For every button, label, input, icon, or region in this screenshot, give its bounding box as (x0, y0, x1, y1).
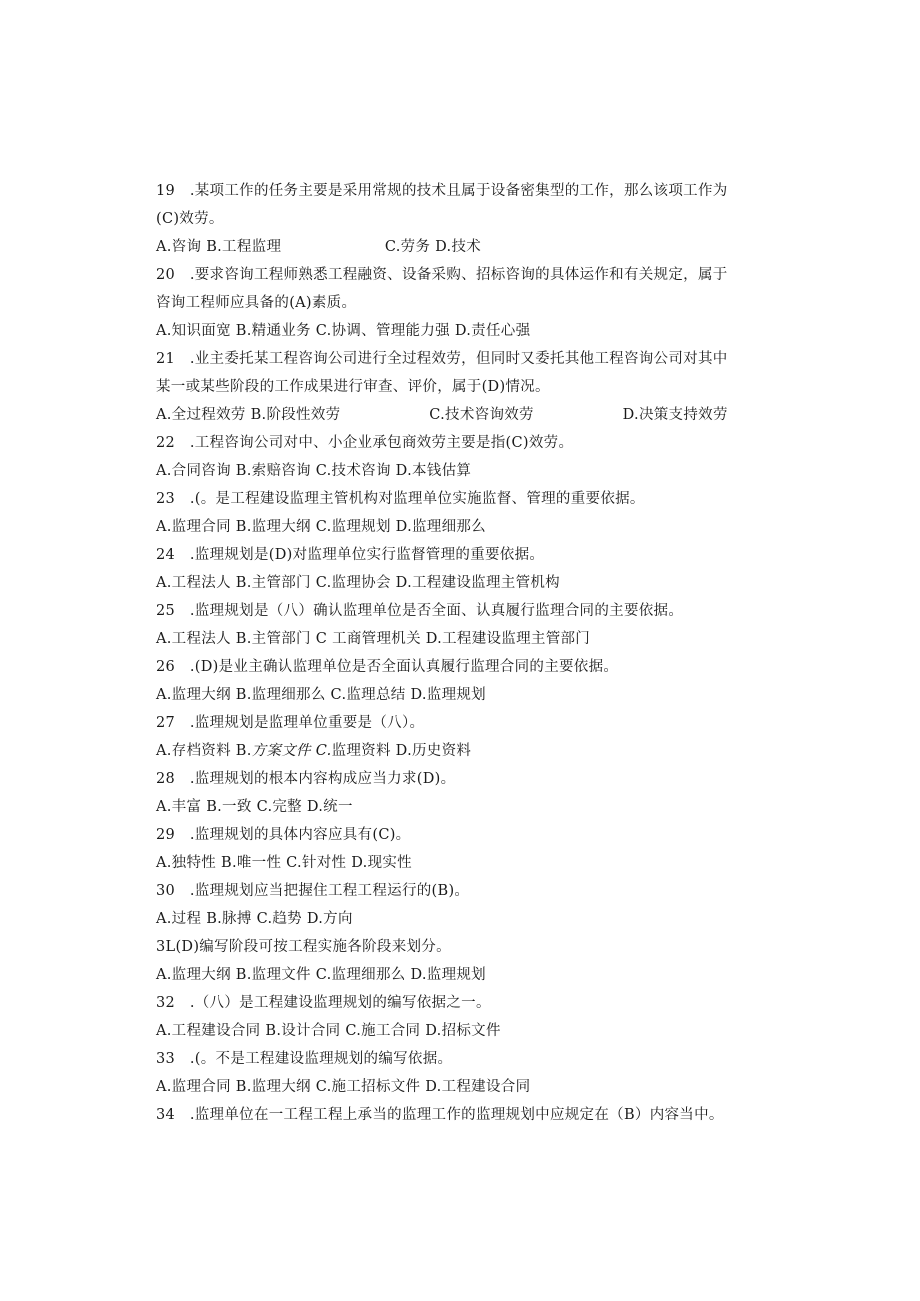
question-20-line-2: 咨询工程师应具备的(A)素质。 (156, 295, 357, 311)
question-27-option-c: 监理资料 D.历史资料 (331, 743, 472, 759)
question-24: 24 .监理规划是(D)对监理单位实行监督管理的重要依据。 (156, 547, 545, 563)
question-23-options: A.监理合同 B.监理大纲 C.监理规划 D.监理细那么 (156, 519, 486, 535)
question-31-options: A.监理大纲 B.监理文件 C.监理细那么 D.监理规划 (156, 967, 486, 983)
question-28: 28 .监理规划的根本内容构成应当力求(D)。 (156, 771, 456, 787)
question-30: 30 .监理规划应当把握住工程工程运行的(B)。 (156, 883, 470, 899)
question-30-options: A.过程 B.脉搏 C.趋势 D.方向 (156, 911, 353, 927)
question-27-option-b: 方案文件 C. (251, 743, 332, 759)
question-21-options: A.全过程效劳 B.阶段性效劳 C.技术咨询效劳 D.决策支持效劳 (156, 407, 728, 423)
question-27: 27 .监理规划是监理单位重要是（八）。 (156, 715, 425, 731)
question-29: 29 .监理规划的具体内容应具有(C)。 (156, 827, 411, 843)
question-22: 22 .工程咨询公司对中、小企业承包商效劳主要是指(C)效劳。 (156, 435, 574, 451)
question-24-options: A.工程法人 B.主管部门 C.监理协会 D.工程建设监理主管机构 (156, 575, 560, 591)
question-33: 33 .(。不是工程建设监理规划的编写依据。 (156, 1051, 453, 1067)
question-26: 26 .(D)是业主确认监理单位是否全面认真履行监理合同的主要依据。 (156, 659, 619, 675)
question-21-line-2: 某一或某些阶段的工作成果进行审查、评价，属于(D)情况。 (156, 379, 550, 395)
question-29-options: A.独特性 B.唯一性 C.针对性 D.现实性 (156, 855, 412, 871)
question-25: 25 .监理规划是（八）确认监理单位是否全面、认真履行监理合同的主要依据。 (156, 603, 684, 619)
question-list (156, 177, 756, 1129)
question-34: 34 .监理单位在一工程工程上承当的监理工作的监理规划中应规定在（B）内容当中。 (156, 1107, 724, 1123)
question-28-options: A.丰富 B.一致 C.完整 D.统一 (156, 799, 353, 815)
question-32: 32 .（八）是工程建设监理规划的编写依据之一。 (156, 995, 491, 1011)
question-20-options: A.知识面宽 B.精通业务 C.协调、管理能力强 D.责任心强 (156, 323, 531, 339)
question-20-line-1: 20 .要求咨询工程师熟悉工程融资、设备采购、招标咨询的具体运作和有关规定，属于 (156, 267, 728, 283)
question-22-options: A.合同咨询 B.索赔咨询 C.技术咨询 D.本钱估算 (156, 463, 472, 479)
question-19-options: A.咨询 B.工程监理 C.劳务 D.技术 (156, 239, 482, 255)
question-26-options: A.监理大纲 B.监理细那么 C.监理总结 D.监理规划 (156, 687, 486, 703)
question-32-options: A.工程建设合同 B.设计合同 C.施工合同 D.招标文件 (156, 1023, 501, 1039)
question-23: 23 .(。是工程建设监理主管机构对监理单位实施监督、管理的重要依据。 (156, 491, 645, 507)
question-31: 3L(D)编写阶段可按工程实施各阶段来划分。 (156, 939, 451, 955)
question-19-line-2: (C)效劳。 (156, 211, 224, 227)
question-19-line-1: 19 .某项工作的任务主要是采用常规的技术且属于设备密集型的工作，那么该项工作为 (156, 183, 728, 199)
question-21-line-1: 21 .业主委托某工程咨询公司进行全过程效劳，但同时又委托其他工程咨询公司对其中 (156, 351, 728, 367)
question-27-option-a: A.存档资料 B. (156, 743, 252, 759)
question-27-options (156, 737, 756, 765)
question-33-options: A.监理合同 B.监理大纲 C.施工招标文件 D.工程建设合同 (156, 1079, 531, 1095)
question-25-options: A.工程法人 B.主管部门 C 工商管理机关 D.工程建设监理主管部门 (156, 631, 591, 647)
